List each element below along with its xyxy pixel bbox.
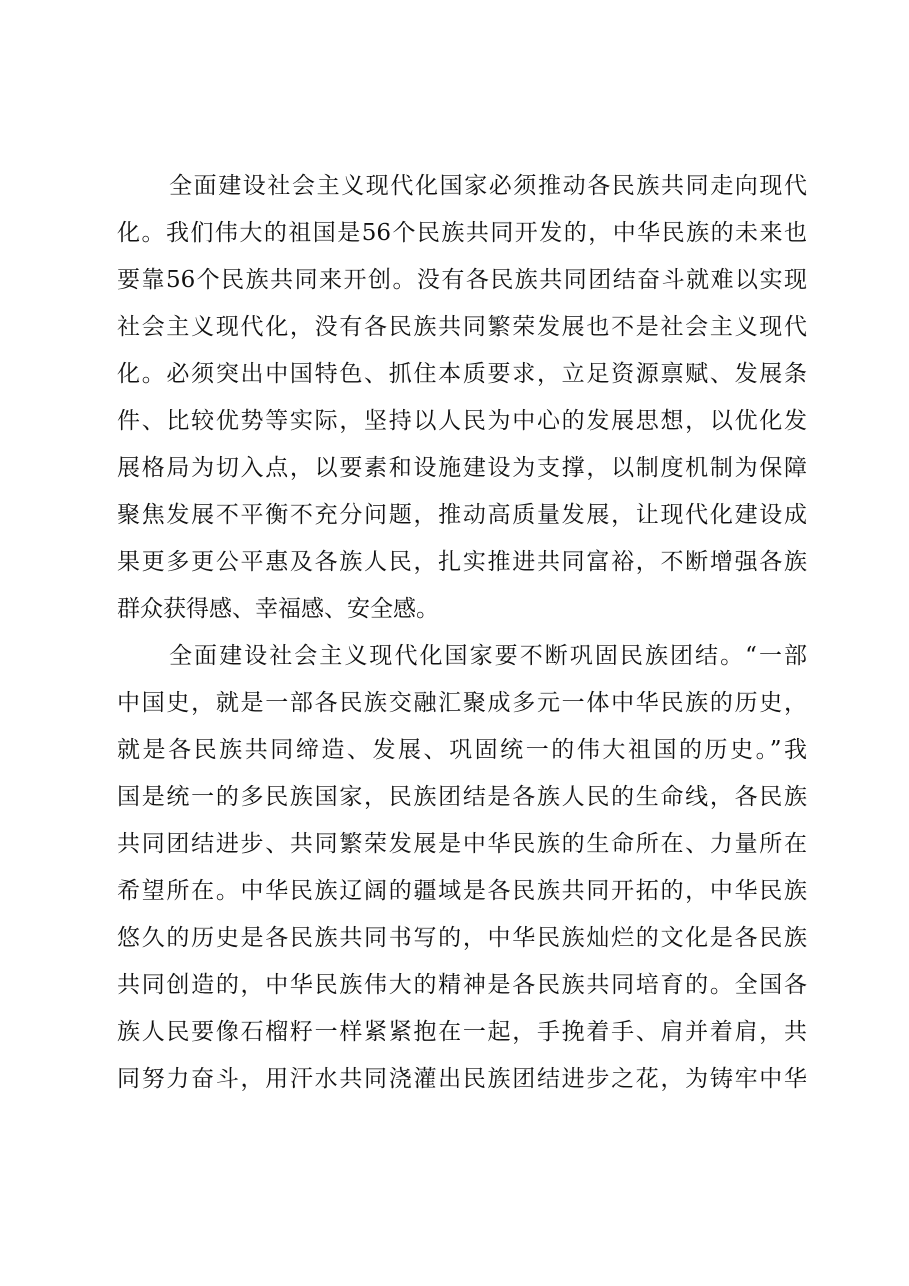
- document-body: [117, 163, 807, 1103]
- paragraph-line: 化。我们伟大的祖国是56个民族共同开发的，中华民族的未来也: [117, 220, 807, 246]
- paragraph-line: 展格局为切入点，以要素和设施建设为支撑，以制度机制为保障: [117, 455, 807, 481]
- paragraph-line: 聚焦发展不平衡不充分问题，推动高质量发展，让现代化建设成: [117, 502, 807, 528]
- paragraph-line: 化。必须突出中国特色、抓住本质要求，立足资源禀赋、发展条: [117, 361, 807, 387]
- paragraph-line: 社会主义现代化，没有各民族共同繁荣发展也不是社会主义现代: [117, 314, 807, 340]
- paragraph-line: 件、比较优势等实际，坚持以人民为中心的发展思想，以优化发: [117, 408, 807, 434]
- paragraph-line: 共同团结进步、共同繁荣发展是中华民族的生命所在、力量所在: [117, 831, 807, 857]
- paragraph-line: 同努力奋斗，用汗水共同浇灌出民族团结进步之花，为铸牢中华: [117, 1066, 807, 1092]
- paragraph-line: 国是统一的多民族国家，民族团结是各族人民的生命线，各民族: [117, 784, 807, 810]
- paragraph-line: 悠久的历史是各民族共同书写的，中华民族灿烂的文化是各民族: [117, 925, 807, 951]
- paragraph-line: 希望所在。中华民族辽阔的疆域是各民族共同开拓的，中华民族: [117, 878, 807, 904]
- paragraph-line: 共同创造的，中华民族伟大的精神是各民族共同培育的。全国各: [117, 972, 807, 998]
- paragraph-line: 全面建设社会主义现代化国家要不断巩固民族团结。“一部: [169, 643, 807, 669]
- paragraph-line: 族人民要像石榴籽一样紧紧抱在一起，手挽着手、肩并着肩，共: [117, 1019, 807, 1045]
- paragraph-line: 果更多更公平惠及各族人民，扎实推进共同富裕，不断增强各族: [117, 549, 807, 575]
- paragraph-unity: [117, 633, 807, 1103]
- paragraph-line: 中国史，就是一部各民族交融汇聚成多元一体中华民族的历史，: [117, 690, 807, 716]
- paragraph-modernization: [117, 163, 807, 633]
- paragraph-line: 就是各民族共同缔造、发展、巩固统一的伟大祖国的历史。”我: [117, 737, 807, 763]
- paragraph-line: 要靠56个民族共同来开创。没有各民族共同团结奋斗就难以实现: [117, 267, 807, 293]
- paragraph-line: 群众获得感、幸福感、安全感。: [117, 596, 439, 622]
- paragraph-line: 全面建设社会主义现代化国家必须推动各民族共同走向现代: [169, 173, 807, 199]
